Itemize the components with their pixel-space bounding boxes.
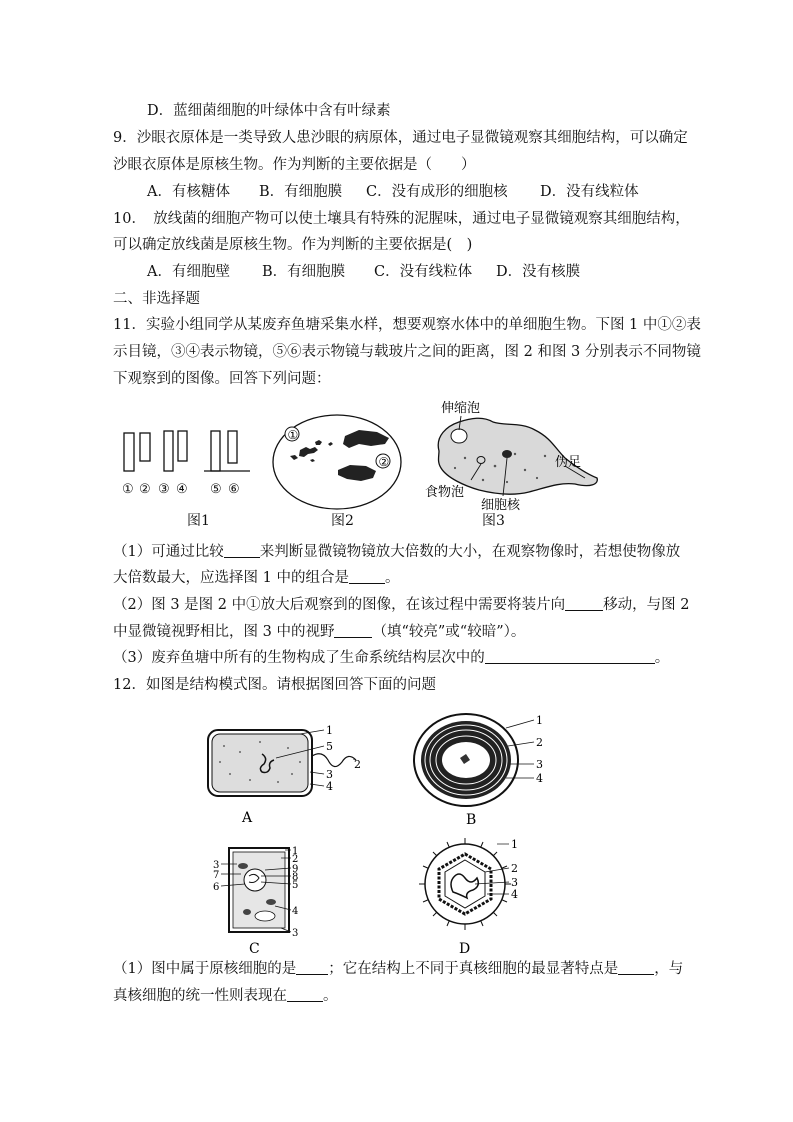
fig-c-num: 4 <box>292 906 299 917</box>
answer-blank[interactable] <box>296 960 328 975</box>
answer-blank[interactable] <box>287 987 323 1002</box>
q12-stem: 12．如图是结构模式图。请根据图回答下面的问题 <box>113 677 436 693</box>
fig-a-num: 3 <box>326 768 333 781</box>
q12-part1-line1 <box>113 958 683 980</box>
q11-part2-text: （2）图 3 是图 2 中①放大后观察到的图像，在该过程中需要将装片向 <box>113 597 566 613</box>
q11-stem-line3: 下观察到的图像。回答下列问题： <box>113 371 331 387</box>
q11-part1-line2 <box>113 567 399 589</box>
q12-part1-text: 真核细胞的统一性则表现在 <box>113 988 287 1004</box>
q11-part1-text: 。 <box>384 570 400 586</box>
q11-part1-text: 大倍数最大，应选择图 1 中的组合是 <box>113 570 349 586</box>
fig-d-num: 1 <box>511 838 518 851</box>
fig2-label-1: ① <box>287 428 299 442</box>
q11-part2-line1 <box>113 594 689 616</box>
figure1-lens-diagram <box>118 425 258 497</box>
figure-b-cyanobacterium <box>410 708 560 828</box>
q9-option-a: A．有核糖体 <box>147 184 230 200</box>
figure-c-plant-cell <box>205 840 315 958</box>
eyepiece-1 <box>124 433 134 471</box>
objective-4 <box>178 431 187 461</box>
fig-c-num: 3 <box>292 928 299 939</box>
figure-a-bacterium <box>200 722 375 830</box>
fig-d-num: 3 <box>511 876 518 889</box>
q9-stem-line1: 9．沙眼衣原体是一类导致人患沙眼的病原体，通过电子显微镜观察其细胞结构，可以确定 <box>113 130 688 146</box>
q12-part1-text: （1）图中属于原核细胞的是 <box>113 961 297 977</box>
eyepiece-2 <box>140 433 150 461</box>
q10-stem-line2: 可以确定放线菌是原核生物。作为判断的主要依据是( ) <box>113 237 473 253</box>
fig-c-num: 7 <box>213 870 220 881</box>
q11-part1-line1 <box>113 541 680 563</box>
q11-part2-line2 <box>113 621 525 643</box>
fig-b-num: 3 <box>536 758 543 771</box>
fig-c-num: 1 <box>292 846 299 857</box>
q10-option-c: C．没有线粒体 <box>374 264 473 280</box>
q11-part2-text: （填“较亮”或“较暗”）。 <box>372 624 526 640</box>
q11-part2-text: 中显微镜视野相比，图 3 中的视野 <box>113 624 335 640</box>
objective-5 <box>211 431 220 471</box>
fig-d-num: 2 <box>511 862 518 875</box>
section-heading: 二、非选择题 <box>113 291 200 307</box>
fig-b-num: 2 <box>536 736 543 749</box>
objective-3 <box>164 431 173 471</box>
fig-a-num: 5 <box>326 740 333 753</box>
fig1-label: ⑥ <box>228 482 240 497</box>
fig1-label: ④ <box>176 482 188 497</box>
q9-option-b: B．有细胞膜 <box>259 184 343 200</box>
fig-c-num: 9 <box>292 864 299 875</box>
q12-part1-text: ，与 <box>654 961 684 977</box>
figure2-caption: 图2 <box>331 513 354 529</box>
figure-d-virus <box>415 832 525 958</box>
fig-b-num: 1 <box>536 714 543 727</box>
fig-c-num: 8 <box>292 872 299 883</box>
figure2-field-view <box>270 412 405 512</box>
q11-part2-text: 移动，与图 2 <box>603 597 690 613</box>
q10-option-b: B．有细胞膜 <box>262 264 346 280</box>
fig-a-num: 2 <box>354 758 361 771</box>
nucleus-label: 细胞核 <box>481 498 521 513</box>
fig1-label: ③ <box>158 482 170 497</box>
q8-option-d: D．蓝细菌细胞的叶绿体中含有叶绿素 <box>147 103 391 119</box>
q9-stem-line2: 沙眼衣原体是原核生物。作为判断的主要依据是（ ） <box>113 157 476 173</box>
answer-blank[interactable] <box>565 596 603 611</box>
q9-option-d: D．没有线粒体 <box>540 184 639 200</box>
q11-stem-line1: 11．实验小组同学从某废弃鱼塘采集水样，想要观察水体中的单细胞生物。下图 1 中①②表 <box>113 317 701 333</box>
pseudopod-label: 伪足 <box>555 455 582 470</box>
fig-b-num: 4 <box>536 772 543 785</box>
q11-stem-line2: 示目镜，③④表示物镜，⑤⑥表示物镜与载玻片之间的距离，图 2 和图 3 分别表示不同物镜 <box>113 344 701 360</box>
answer-blank[interactable] <box>224 543 260 558</box>
fig-a-num: 4 <box>326 780 333 793</box>
food-vacuole-label: 食物泡 <box>425 485 465 500</box>
fig-a-num: 1 <box>326 724 333 737</box>
fig-d-letter: D <box>459 941 471 957</box>
fig-c-num: 2 <box>292 854 299 865</box>
fig2-label-2: ② <box>378 455 390 469</box>
fig-a-letter: A <box>242 810 253 826</box>
answer-blank[interactable] <box>334 623 372 638</box>
answer-blank[interactable] <box>485 649 655 664</box>
q11-part3 <box>113 647 669 669</box>
q10-option-a: A．有细胞壁 <box>147 264 230 280</box>
fig-d-num: 4 <box>511 888 518 901</box>
fig1-label: ① <box>122 482 134 497</box>
figure3-amoeba <box>425 396 610 514</box>
figure1-caption: 图1 <box>187 513 210 529</box>
q11-part3-text: 。 <box>654 650 670 666</box>
q12-part1-line2 <box>113 985 338 1007</box>
fig-c-num: 6 <box>213 882 220 893</box>
fig1-label: ② <box>139 482 151 497</box>
q10-stem-line1: 10． 放线菌的细胞产物可以使土壤具有特殊的泥腥味，通过电子显微镜观察其细胞结构， <box>113 211 690 227</box>
contractile-vacuole-label: 伸缩泡 <box>441 401 481 416</box>
fig-c-letter: C <box>249 941 260 957</box>
q9-option-c: C．没有成形的细胞核 <box>366 184 508 200</box>
objective-6 <box>228 431 237 463</box>
answer-blank[interactable] <box>618 960 654 975</box>
q12-part1-text: 。 <box>323 988 338 1004</box>
figure3-caption: 图3 <box>482 513 505 529</box>
q12-part1-text: ；它在结构上不同于真核细胞的最显著特点是 <box>328 961 619 977</box>
q11-part3-text: （3）废弃鱼塘中所有的生物构成了生命系统结构层次中的 <box>113 650 485 666</box>
q11-part1-text: 来判断显微镜物镜放大倍数的大小，在观察物像时，若想使物像放 <box>259 544 681 560</box>
answer-blank[interactable] <box>349 569 385 584</box>
fig1-label: ⑤ <box>210 482 222 497</box>
fig-c-num: 3 <box>213 860 220 871</box>
fig-c-num: 5 <box>292 880 299 891</box>
fig-b-letter: B <box>466 812 477 828</box>
q10-option-d: D．没有核膜 <box>496 264 581 280</box>
q11-part1-text: （1）可通过比较 <box>113 544 224 560</box>
